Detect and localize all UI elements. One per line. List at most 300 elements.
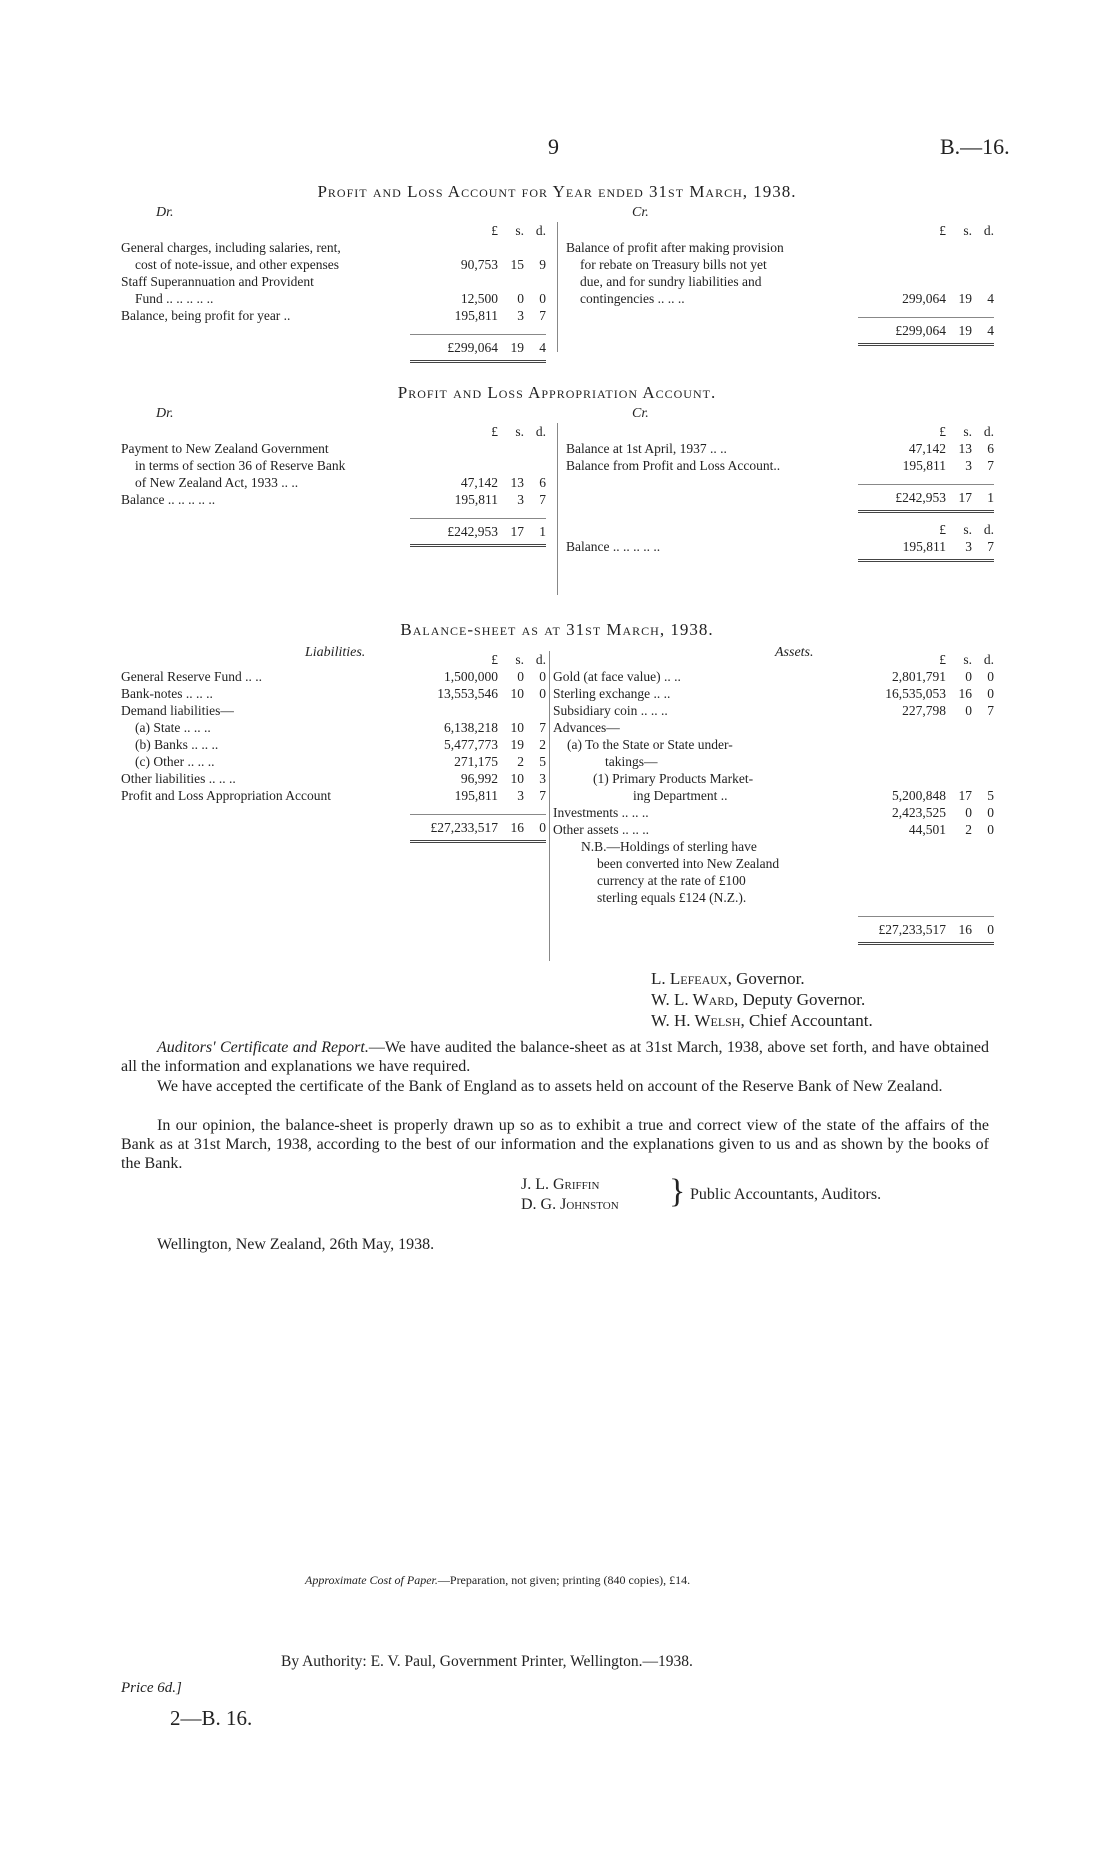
- entry-text: due, and for sundry liabilities and: [580, 274, 762, 289]
- pence-value: 7: [539, 492, 546, 507]
- shillings-value: s.: [963, 424, 972, 439]
- shillings-value: 13: [958, 441, 972, 456]
- pence-value: 0: [524, 815, 546, 842]
- entry-row: [121, 685, 546, 702]
- pounds-value: [410, 440, 498, 457]
- pounds-value: £: [939, 652, 946, 667]
- pence-value: 2: [539, 737, 546, 752]
- page-footer-ref: 2—B. 16.: [170, 1706, 253, 1730]
- shillings-value: 0: [965, 669, 972, 684]
- total-table: [566, 317, 994, 346]
- shillings-value: 19: [946, 318, 972, 345]
- account-table: [566, 222, 994, 307]
- pounds-value: 195,811: [858, 538, 946, 561]
- shillings-value: [498, 440, 524, 457]
- entry-text: Balance from Profit and Loss Account..: [566, 458, 781, 473]
- entry-row: [553, 719, 994, 736]
- entry-row: [553, 855, 994, 872]
- pounds-value: [410, 273, 498, 290]
- pence-value: [972, 256, 994, 273]
- pounds-value: £242,953: [410, 519, 498, 546]
- pounds-value: £: [939, 223, 946, 238]
- auditor-name-1: J. L. Griffin: [521, 1176, 600, 1193]
- total-table: [121, 814, 546, 843]
- entry-row: [121, 770, 546, 787]
- pounds-value: [858, 889, 946, 906]
- pence-value: 0: [539, 686, 546, 701]
- pounds-value: £: [939, 424, 946, 439]
- pence-value: 6: [987, 441, 994, 456]
- total-row: [566, 485, 994, 512]
- pence-value: [972, 753, 994, 770]
- signatory-role: Chief Accountant.: [749, 1011, 873, 1030]
- pounds-value: 195,811: [454, 308, 498, 323]
- entry-row: [121, 457, 546, 474]
- pence-value: 4: [524, 335, 546, 362]
- shillings-value: 16: [946, 917, 972, 944]
- entry-row: [553, 668, 994, 685]
- entry-text: Sterling exchange .. ..: [553, 686, 671, 701]
- pence-value: d.: [535, 223, 546, 238]
- entry-text: Other assets .. .. ..: [553, 822, 649, 837]
- app-cr-label: Cr.: [632, 406, 649, 421]
- shillings-value: s.: [515, 424, 524, 439]
- entry-text: Other liabilities .. .. ..: [121, 771, 236, 786]
- pounds-value: 227,798: [902, 703, 946, 718]
- shillings-value: [498, 702, 524, 719]
- entry-row: [121, 290, 546, 307]
- balance-sheet-title: Balance-sheet as at 31st March, 1938.: [400, 620, 714, 639]
- signature-line: [651, 1010, 873, 1031]
- pl-divider: [557, 222, 558, 352]
- shillings-value: s.: [963, 652, 972, 667]
- pence-value: d.: [983, 424, 994, 439]
- total-table: [553, 916, 994, 945]
- entry-row: [553, 770, 994, 787]
- entry-row: [121, 719, 546, 736]
- total-row: [566, 318, 994, 345]
- pence-value: 7: [987, 703, 994, 718]
- pounds-value: 16,535,053: [885, 686, 946, 701]
- auditors-p1-text: —We have audited the balance-sheet as at 31st March, 1938, above set forth, and have obtained all the information and explanations we have required.: [121, 1039, 989, 1075]
- pounds-value: [858, 838, 946, 855]
- shillings-value: 3: [517, 788, 524, 803]
- pence-value: d.: [983, 522, 994, 537]
- entry-row: [121, 736, 546, 753]
- liabilities-label: Liabilities.: [305, 645, 366, 660]
- entry-text: [121, 423, 410, 440]
- pence-value: 6: [539, 475, 546, 490]
- entry-text: [121, 222, 410, 239]
- pounds-value: [858, 273, 946, 290]
- signature-line: [651, 989, 873, 1010]
- pence-value: [972, 872, 994, 889]
- shillings-value: 19: [958, 291, 972, 306]
- entry-row: [121, 307, 546, 324]
- entry-text: Gold (at face value) .. ..: [553, 669, 681, 684]
- shillings-value: [498, 457, 524, 474]
- pence-value: [524, 273, 546, 290]
- entry-text: contingencies .. .. ..: [580, 291, 685, 306]
- pounds-value: 96,992: [460, 771, 498, 786]
- entry-row: [566, 457, 994, 474]
- bs-divider: [549, 651, 550, 961]
- pence-value: [524, 457, 546, 474]
- shillings-value: 3: [965, 458, 972, 473]
- entry-row: [121, 702, 546, 719]
- assets-table: [553, 651, 994, 945]
- entry-row: [121, 787, 546, 804]
- entry-text: Staff Superannuation and Provident: [121, 274, 314, 289]
- pounds-value: [410, 239, 498, 256]
- app-dr-table: [121, 423, 546, 547]
- balance-table: [566, 521, 994, 562]
- entry-row: [553, 736, 994, 753]
- entry-row: [566, 239, 994, 256]
- entry-row: [566, 440, 994, 457]
- entry-text: [121, 815, 410, 842]
- entry-text: been converted into New Zealand: [597, 856, 780, 871]
- shillings-value: [946, 719, 972, 736]
- entry-text: takings—: [605, 754, 658, 769]
- shillings-value: 13: [510, 475, 524, 490]
- total-table: [121, 334, 546, 363]
- entry-row: [553, 753, 994, 770]
- appropriation-title: Profit and Loss Appropriation Account.: [397, 383, 717, 402]
- shillings-value: 16: [498, 815, 524, 842]
- entry-text: of New Zealand Act, 1933 .. ..: [135, 475, 299, 490]
- entry-text: Fund .. .. .. .. ..: [135, 291, 214, 306]
- entry-row: [566, 273, 994, 290]
- entry-text: [566, 485, 858, 512]
- shillings-value: s.: [515, 652, 524, 667]
- currency-header-row: [566, 222, 994, 239]
- pounds-value: 5,200,848: [892, 788, 946, 803]
- pounds-value: 195,811: [902, 458, 946, 473]
- pounds-value: £299,064: [410, 335, 498, 362]
- account-table: [566, 423, 994, 474]
- pl-cr-table: [566, 222, 994, 346]
- entry-text: Bank-notes .. .. ..: [121, 686, 213, 701]
- pence-value: 0: [972, 917, 994, 944]
- pence-value: d.: [983, 223, 994, 238]
- entry-text: [121, 335, 410, 362]
- pence-value: 1: [972, 485, 994, 512]
- pence-value: [524, 702, 546, 719]
- account-table: [553, 651, 994, 906]
- pence-value: [972, 838, 994, 855]
- entry-text: [121, 519, 410, 546]
- entry-text: currency at the rate of £100: [597, 873, 746, 888]
- pence-value: [972, 855, 994, 872]
- cost-text: —Preparation, not given; printing (840 copies), £14.: [437, 1573, 691, 1587]
- entry-row: [121, 753, 546, 770]
- pence-value: [524, 440, 546, 457]
- entry-row: [121, 440, 546, 457]
- entry-row: [553, 838, 994, 855]
- shillings-value: 2: [517, 754, 524, 769]
- pl-account-title: Profit and Loss Account for Year ended 31st March, 1938.: [317, 182, 797, 201]
- shillings-value: 3: [946, 538, 972, 561]
- shillings-value: [946, 753, 972, 770]
- pence-value: d.: [535, 424, 546, 439]
- auditors-paragraph-2: We have accepted the certificate of the Bank of England as to assets held on account of the Reserve Bank of New Zealand.: [157, 1078, 943, 1095]
- entry-text: [553, 917, 858, 944]
- shillings-value: [946, 736, 972, 753]
- entry-text: General charges, including salaries, rent,: [121, 240, 341, 255]
- cost-note: [305, 1573, 690, 1588]
- pounds-value: £: [939, 522, 946, 537]
- entry-text: Balance of profit after making provision: [566, 240, 784, 255]
- currency-header-row: [121, 222, 546, 239]
- entry-text: Balance .. .. .. .. ..: [566, 539, 661, 554]
- shillings-value: [946, 855, 972, 872]
- entry-row: [553, 804, 994, 821]
- pounds-value: 2,801,791: [892, 669, 946, 684]
- shillings-value: [946, 872, 972, 889]
- entry-text: cost of note-issue, and other expenses: [135, 257, 339, 272]
- auditors-title: Public Accountants, Auditors.: [690, 1186, 882, 1203]
- pence-value: 0: [987, 686, 994, 701]
- price: Price 6d.]: [121, 1680, 182, 1696]
- auditor-name-2: D. G. Johnston: [521, 1196, 619, 1213]
- shillings-value: [946, 239, 972, 256]
- pounds-value: £: [491, 424, 498, 439]
- pounds-value: [410, 702, 498, 719]
- shillings-value: 3: [517, 492, 524, 507]
- pounds-value: [858, 256, 946, 273]
- pence-value: 7: [987, 458, 994, 473]
- pounds-value: 195,811: [454, 492, 498, 507]
- place-date: Wellington, New Zealand, 26th May, 1938.: [157, 1236, 435, 1253]
- total-row: [121, 815, 546, 842]
- shillings-value: 0: [965, 703, 972, 718]
- pence-value: 7: [539, 788, 546, 803]
- entry-text: (a) To the State or State under-: [567, 737, 733, 752]
- balance-row: [566, 538, 994, 561]
- pence-value: 0: [539, 291, 546, 306]
- entry-row: [121, 256, 546, 273]
- auditors-paragraph-1: [121, 1038, 989, 1076]
- pounds-value: [858, 719, 946, 736]
- entry-text: General Reserve Fund .. ..: [121, 669, 262, 684]
- signatory-name: L. Lefeaux,: [651, 969, 732, 988]
- signatory-name: W. L. Ward,: [651, 990, 739, 1009]
- shillings-value: 17: [498, 519, 524, 546]
- entry-text: (a) State .. .. ..: [135, 720, 211, 735]
- shillings-value: [946, 889, 972, 906]
- shillings-value: 10: [510, 771, 524, 786]
- entry-row: [121, 239, 546, 256]
- pounds-value: £: [491, 223, 498, 238]
- pence-value: [972, 770, 994, 787]
- cost-label: Approximate Cost of Paper.: [305, 1573, 438, 1587]
- entry-row: [553, 872, 994, 889]
- shillings-value: 15: [510, 257, 524, 272]
- account-table: [121, 651, 546, 804]
- shillings-value: 10: [510, 720, 524, 735]
- pounds-value: £: [491, 652, 498, 667]
- currency-header-row: [566, 423, 994, 440]
- auditors-heading: Auditors' Certificate and Report.: [157, 1039, 369, 1056]
- total-row: [121, 519, 546, 546]
- pence-value: 5: [539, 754, 546, 769]
- pounds-value: [858, 753, 946, 770]
- entry-text: Demand liabilities—: [121, 703, 234, 718]
- shillings-value: 19: [498, 335, 524, 362]
- entry-row: [121, 491, 546, 508]
- entry-text: Balance, being profit for year ..: [121, 308, 291, 323]
- pl-dr-label: Dr.: [156, 205, 174, 220]
- entry-row: [121, 668, 546, 685]
- entry-text: Balance .. .. .. .. ..: [121, 492, 216, 507]
- entry-text: [566, 521, 858, 538]
- total-table: [121, 518, 546, 547]
- app-cr-table: [566, 423, 994, 562]
- signatory-role: Deputy Governor.: [742, 990, 866, 1009]
- pounds-value: 5,477,773: [444, 737, 498, 752]
- entry-text: [566, 423, 858, 440]
- entry-text: ing Department ..: [633, 788, 728, 803]
- account-table: [121, 222, 546, 324]
- pounds-value: 47,142: [460, 475, 498, 490]
- pence-value: d.: [535, 652, 546, 667]
- shillings-value: s.: [963, 223, 972, 238]
- entry-text: in terms of section 36 of Reserve Bank: [135, 458, 346, 473]
- pounds-value: 13,553,546: [437, 686, 498, 701]
- authority-line: By Authority: E. V. Paul, Government Printer, Wellington.—1938.: [281, 1653, 693, 1670]
- pounds-value: 44,501: [908, 822, 946, 837]
- pence-value: 7: [972, 538, 994, 561]
- app-divider: [557, 423, 558, 595]
- pence-value: 0: [987, 805, 994, 820]
- pence-value: [972, 239, 994, 256]
- liabilities-table: [121, 651, 546, 843]
- pounds-value: [858, 770, 946, 787]
- pounds-value: 195,811: [454, 788, 498, 803]
- total-row: [553, 917, 994, 944]
- pounds-value: 271,175: [454, 754, 498, 769]
- currency-header-row: [121, 651, 546, 668]
- signatory-role: Governor.: [736, 969, 805, 988]
- entry-text: Subsidiary coin .. .. ..: [553, 703, 668, 718]
- entry-row: [121, 273, 546, 290]
- signature-line: [651, 968, 873, 989]
- shillings-value: 0: [517, 291, 524, 306]
- shillings-value: [946, 256, 972, 273]
- pence-value: [972, 736, 994, 753]
- balance-header-row: [566, 521, 994, 538]
- pence-value: 9: [539, 257, 546, 272]
- pounds-value: £242,953: [858, 485, 946, 512]
- entry-row: [553, 889, 994, 906]
- page-number: 9: [548, 134, 559, 159]
- currency-header-row: [121, 423, 546, 440]
- assets-label: Assets.: [775, 645, 814, 660]
- entry-text: for rebate on Treasury bills not yet: [580, 257, 767, 272]
- brace-icon: }: [669, 1173, 686, 1210]
- pence-value: 1: [524, 519, 546, 546]
- entry-row: [566, 290, 994, 307]
- entry-text: (c) Other .. .. ..: [135, 754, 215, 769]
- pence-value: 4: [987, 291, 994, 306]
- shillings-value: [498, 239, 524, 256]
- entry-row: [553, 821, 994, 838]
- shillings-value: 17: [958, 788, 972, 803]
- pence-value: 0: [539, 669, 546, 684]
- entry-text: [566, 318, 858, 345]
- entry-text: N.B.—Holdings of sterling have: [581, 839, 757, 854]
- entry-row: [553, 787, 994, 804]
- entry-text: [121, 651, 410, 668]
- pounds-value: £27,233,517: [858, 917, 946, 944]
- shillings-value: 2: [965, 822, 972, 837]
- shillings-value: 17: [946, 485, 972, 512]
- entry-text: Investments .. .. ..: [553, 805, 649, 820]
- pounds-value: £299,064: [858, 318, 946, 345]
- shillings-value: 19: [510, 737, 524, 752]
- entry-text: Advances—: [553, 720, 620, 735]
- entry-text: (1) Primary Products Market-: [593, 771, 754, 786]
- signatory-name: W. H. Welsh,: [651, 1011, 745, 1030]
- pounds-value: 6,138,218: [444, 720, 498, 735]
- pounds-value: [858, 736, 946, 753]
- pounds-value: 90,753: [460, 257, 498, 272]
- pounds-value: [858, 872, 946, 889]
- shillings-value: s.: [515, 223, 524, 238]
- entry-text: (b) Banks .. .. ..: [135, 737, 219, 752]
- entry-row: [553, 685, 994, 702]
- page-reference: B.—16.: [940, 134, 1010, 159]
- pence-value: [972, 719, 994, 736]
- pounds-value: 1,500,000: [444, 669, 498, 684]
- shillings-value: 3: [517, 308, 524, 323]
- pence-value: 5: [987, 788, 994, 803]
- shillings-value: s.: [963, 522, 972, 537]
- pence-value: d.: [983, 652, 994, 667]
- shillings-value: 10: [510, 686, 524, 701]
- entry-row: [553, 702, 994, 719]
- total-row: [121, 335, 546, 362]
- pl-dr-table: [121, 222, 546, 363]
- pounds-value: £27,233,517: [410, 815, 498, 842]
- entry-text: sterling equals £124 (N.Z.).: [597, 890, 747, 905]
- pounds-value: 2,423,525: [892, 805, 946, 820]
- pounds-value: [858, 239, 946, 256]
- signature-block: [651, 968, 873, 1031]
- shillings-value: 0: [965, 805, 972, 820]
- total-table: [566, 484, 994, 513]
- entry-text: Profit and Loss Appropriation Account: [121, 788, 331, 803]
- shillings-value: [946, 770, 972, 787]
- pounds-value: [410, 457, 498, 474]
- pounds-value: [858, 855, 946, 872]
- shillings-value: [946, 838, 972, 855]
- pounds-value: 12,500: [460, 291, 498, 306]
- account-table: [121, 423, 546, 508]
- app-dr-label: Dr.: [156, 406, 174, 421]
- shillings-value: [498, 273, 524, 290]
- pence-value: [524, 239, 546, 256]
- pounds-value: 299,064: [902, 291, 946, 306]
- pounds-value: 47,142: [908, 441, 946, 456]
- shillings-value: [946, 273, 972, 290]
- pence-value: 7: [539, 308, 546, 323]
- auditors-paragraph-3: In our opinion, the balance-sheet is properly drawn up so as to exhibit a true and correct view of the state of the affairs of the Bank as at 31st March, 1938, according to the best of our information and the explanations given to us and as shown by the books of the Bank.: [121, 1117, 989, 1172]
- pl-cr-label: Cr.: [632, 205, 649, 220]
- pence-value: [972, 273, 994, 290]
- pence-value: 0: [987, 669, 994, 684]
